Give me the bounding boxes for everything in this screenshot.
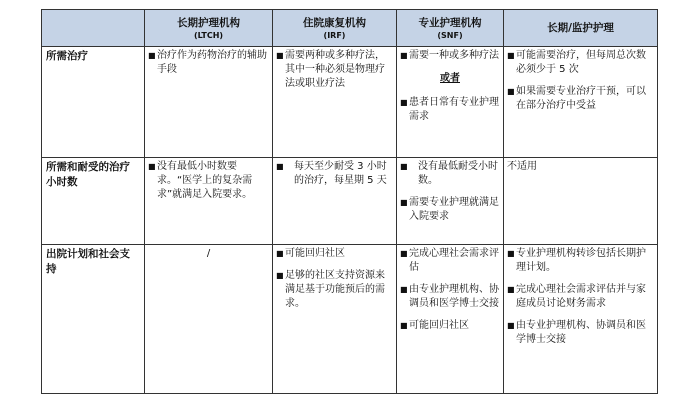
list-item-text: 需要两种或多种疗法，其中一种必须是物理疗法或职业疗法: [285, 50, 385, 89]
cell-irf: [273, 245, 397, 394]
cell-snf: [397, 245, 504, 394]
bullet-icon: ■: [400, 321, 408, 330]
table-row: [42, 47, 658, 158]
header-corner: [42, 10, 145, 47]
header-ltc: [504, 10, 658, 47]
list-item: [148, 160, 269, 202]
list-item-text: 足够的社区支持资源来满足基于功能预后的需求。: [285, 270, 385, 309]
cell-snf: [397, 158, 504, 245]
list-item: [400, 283, 500, 311]
list-item-text: 完成心理社会需求评估: [409, 248, 499, 273]
header-ltch-abbr: (LTCH): [193, 30, 224, 40]
list-item-text: 由专业护理机构、协调员和医学博士交接: [516, 320, 646, 345]
header-snf-title: 专业护理机构: [418, 16, 482, 29]
header-row: [42, 10, 658, 47]
header-snf-abbr: (SNF): [437, 30, 463, 40]
header-ltc-title: 长期/监护护理: [547, 22, 614, 34]
bullet-icon: ■: [276, 271, 284, 280]
list-item: [507, 85, 654, 113]
bullet-icon: ■: [276, 162, 284, 171]
list-item: [400, 247, 500, 275]
list-item: [400, 49, 500, 63]
list-item: [400, 319, 500, 333]
list-item: [400, 196, 500, 224]
list-item-text: 由专业护理机构、协调员和医学博士交接: [409, 284, 499, 309]
header-irf: [273, 10, 397, 47]
list-item: [276, 160, 393, 188]
list-item-text: 可能回归社区: [285, 248, 345, 259]
cell-ltc: [504, 245, 658, 394]
bullet-icon: ■: [148, 51, 156, 60]
list-item: [148, 49, 269, 77]
list-item: [400, 96, 500, 124]
list-item-text: 如果需要专业治疗干预，可以在部分治疗中受益: [516, 86, 646, 111]
bullet-icon: ■: [276, 51, 284, 60]
list-item-text: 治疗作为药物治疗的辅助手段: [157, 50, 267, 75]
row-label: 出院计划和社会支持: [42, 245, 145, 394]
list-item-text: 患者日常有专业护理需求: [409, 97, 499, 122]
header-irf-title: 住院康复机构: [303, 16, 366, 29]
cell-ltch: [145, 158, 273, 245]
row-label: 所需治疗: [42, 47, 145, 158]
list-item-text: 每天至少耐受 3 小时的治疗，每星期 5 天: [294, 161, 387, 186]
list-item-text: 完成心理社会需求评估并与家庭成员讨论财务需求: [516, 284, 646, 309]
list-item: [400, 160, 500, 188]
cell-ltch: /: [145, 245, 273, 394]
list-item: [507, 247, 654, 275]
header-ltch-title: 长期护理机构: [177, 16, 240, 29]
list-item: [507, 283, 654, 311]
bullet-icon: ■: [400, 98, 408, 107]
list-item: [276, 269, 393, 311]
list-item-text: 没有最低耐受小时数。: [418, 161, 498, 186]
bullet-icon: ■: [507, 87, 515, 96]
list-item: [507, 49, 654, 77]
cell-snf: [397, 47, 504, 158]
bullet-icon: ■: [400, 51, 408, 60]
cell-ltch: [145, 47, 273, 158]
cell-ltc: [504, 47, 658, 158]
list-item: [276, 49, 393, 91]
list-item: [507, 319, 654, 347]
list-item-text: 需要一种或多种疗法: [409, 50, 499, 61]
list-item-text: 专业护理机构转诊包括长期护理计划。: [516, 248, 646, 273]
or-label: 或者: [440, 73, 460, 84]
list-item-text: 可能回归社区: [409, 320, 469, 331]
header-ltch: [145, 10, 273, 47]
bullet-icon: ■: [148, 162, 156, 171]
comparison-table: [41, 9, 658, 394]
row-label: 所需和耐受的治疗小时数: [42, 158, 145, 245]
bullet-icon: ■: [507, 285, 515, 294]
bullet-icon: ■: [400, 285, 408, 294]
bullet-icon: ■: [276, 249, 284, 258]
cell-ltc: 不适用: [504, 158, 658, 245]
header-irf-abbr: (IRF): [323, 30, 346, 40]
cell-irf: [273, 47, 397, 158]
bullet-icon: ■: [400, 249, 408, 258]
list-item-text: 可能需要治疗，但每周总次数必须少于 5 次: [516, 50, 646, 75]
cell-irf: [273, 158, 397, 245]
bullet-icon: ■: [400, 162, 408, 171]
list-item: [276, 247, 393, 261]
header-snf: [397, 10, 504, 47]
list-item-text: 需要专业护理就满足入院要求: [409, 197, 499, 222]
list-item-text: 没有最低小时数要求。“医学上的复杂需求”就满足入院要求。: [157, 161, 253, 200]
bullet-icon: ■: [507, 321, 515, 330]
table-row: [42, 245, 658, 394]
table-row: [42, 158, 658, 245]
bullet-icon: ■: [400, 198, 408, 207]
bullet-icon: ■: [507, 249, 515, 258]
bullet-icon: ■: [507, 51, 515, 60]
